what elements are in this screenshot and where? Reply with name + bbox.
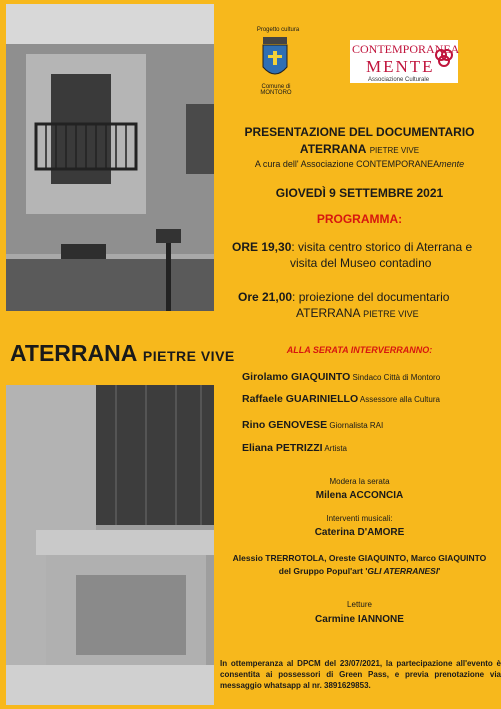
event1-text2: visita del Museo contadino [290,256,432,270]
door-photo [6,385,214,705]
association-logo-line1: CONTEMPORANEA [352,42,460,56]
readings-name [218,614,501,625]
guest-1 [242,371,440,383]
guest-1-role: Sindaco Città di Montoro [350,373,441,382]
association-emblem-icon [434,48,454,68]
guest-3 [242,419,383,431]
balcony-photo-graphic [6,4,214,311]
curated-prefix: A cura dell' Associazione [254,159,357,169]
right-column [218,0,501,709]
covid-notice: In ottemperanza al DPCM del 23/07/2021, la partecipazione all'evento è consentita ai possessori di Green Pass, e previa prenotazione via messaggio whatsapp al nr. 3891629853. [220,659,501,690]
balcony-photo [6,4,214,311]
left-title-sub: PIETRE VIVE [142,348,235,364]
event2-time: Ore 21,00 [238,290,293,304]
moderator-label: Modera la serata [329,477,390,486]
band-suffix: ' [438,566,441,576]
music-name [218,527,501,538]
music-first: Caterina [314,527,358,538]
door-photo-graphic [6,385,214,705]
curated-italic: mente [439,159,465,169]
event2-title: ATERRANA [296,306,360,320]
left-title-main: ATERRANA [10,340,137,366]
guest-4-last: PETRIZZI [275,442,323,454]
association-logo-line2: MENTE [366,57,435,76]
guest-1-first: Girolamo [242,371,292,383]
montoro-crest-icon [260,37,290,81]
band-line-2 [218,566,501,576]
curated-bold: CONTEMPORANEA [356,159,440,169]
event2-title-line [238,306,419,320]
music-label: Interventi musicali: [326,514,393,523]
curated-by [218,159,501,169]
guest-1-last: GIAQUINTO [291,371,351,383]
guests-heading: ALLA SERATA INTERVERRANNO: [286,345,433,355]
header-line2 [218,142,501,156]
band-name: GLI ATERRANESI [367,566,439,576]
comune-caption: Comune di MONTORO [260,84,292,96]
guest-3-last: GENOVESE [268,419,328,431]
event1-time: ORE 19,30 [232,240,292,254]
moderator-first: Milena [315,490,350,501]
guest-4 [242,442,347,454]
left-column [0,0,235,709]
event2-sub: PIETRE VIVE [363,309,419,319]
header-subtitle: PIETRE VIVE [369,146,420,155]
project-label: Progetto cultura [256,27,300,33]
guest-4-role: Artista [322,444,347,453]
header-title: ATERRANA [299,142,367,156]
band-line-1: Alessio TRERROTOLA, Oreste GIAQUINTO, Marco GIAQUINTO [232,553,487,563]
guest-2-first: Raffaele [242,393,286,405]
header-line1: PRESENTAZIONE DEL DOCUMENTARIO [244,125,475,139]
readings-label: Letture [347,600,372,609]
event2-text: : proiezione del documentario [292,290,450,304]
guest-2 [242,393,440,405]
left-title [10,340,235,367]
guest-2-last: GUARINIELLO [285,393,359,405]
association-logo-line3: Associazione Culturale [368,77,430,83]
programme-heading: PROGRAMMA: [316,212,403,226]
programme-event-1 [232,239,501,271]
guest-3-first: Rino [242,419,269,431]
guest-3-role: Giornalista RAI [327,421,384,430]
moderator-last: ACCONCIA [349,490,404,501]
event-date: GIOVEDÌ 9 SETTEMBRE 2021 [275,186,444,200]
guest-4-first: Eliana [242,442,276,454]
guest-2-role: Assessore alla Cultura [358,395,440,404]
readings-last: IANNONE [357,614,404,625]
programme-event-2 [238,289,501,322]
music-last: D'AMORE [357,527,405,538]
moderator-name [218,490,501,501]
association-logo [350,40,458,83]
event1-text: : visita centro storico di Aterrana e [291,240,473,254]
readings-first: Carmine [315,614,358,625]
band-prefix: del Gruppo Popul'art ' [278,566,368,576]
